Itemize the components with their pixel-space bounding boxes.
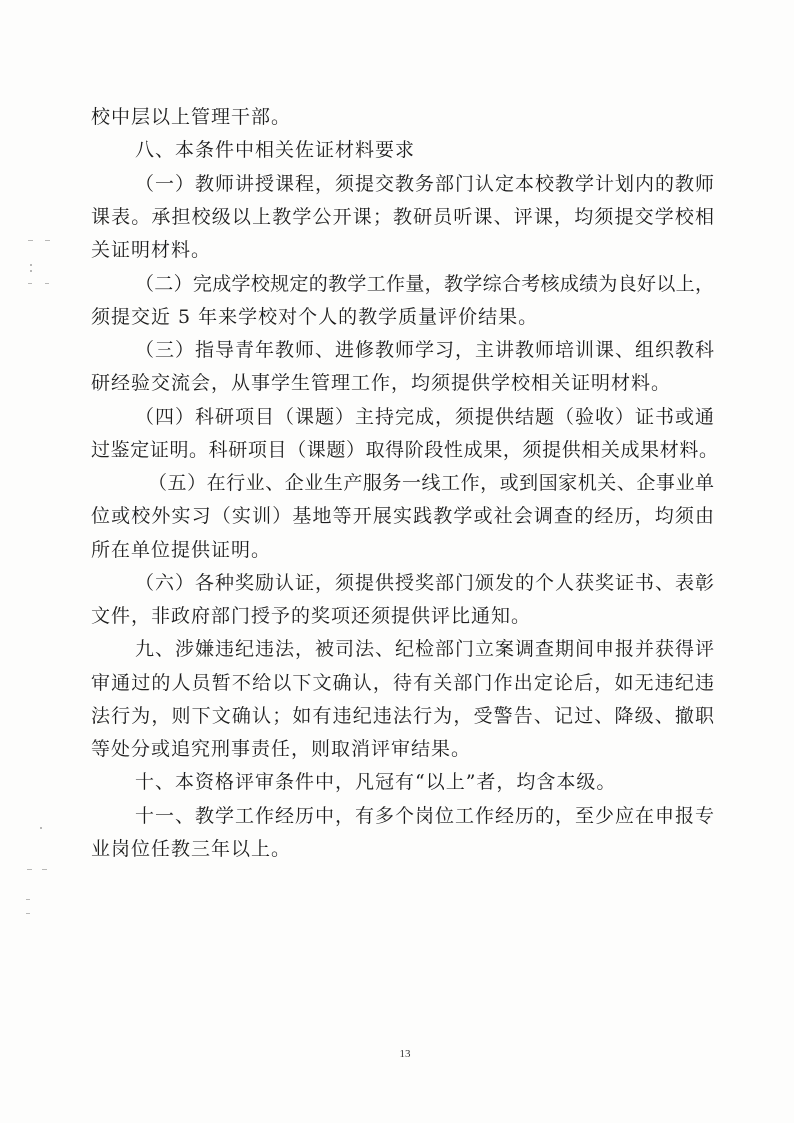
scan-artifact <box>27 869 32 870</box>
scan-artifact <box>45 240 50 241</box>
text-line: 课表。承担校级以上教学公开课；教研员听课、评课，均须提交学校相 <box>91 206 714 228</box>
text-line: 关证明材料。 <box>91 239 212 261</box>
text-line: 须提交近 5 年来学校对个人的教学质量评价结果。 <box>91 306 539 328</box>
section-heading: 八、本条件中相关佐证材料要求 <box>135 139 416 161</box>
text-line: 文件，非政府部门授予的奖项还须提供评比通知。 <box>91 605 532 627</box>
text-line: （五）在行业、企业生产服务一线工作，或到国家机关、企事业单 <box>148 472 714 494</box>
scan-artifact <box>42 869 47 870</box>
section-heading: 十一、教学工作经历中，有多个岗位工作经历的，至少应在申报专 <box>135 805 714 827</box>
text-line: 过鉴定证明。科研项目（课题）取得阶段性成果，须提供相关成果材料。 <box>91 439 718 461</box>
text-line: 业岗位任教三年以上。 <box>91 838 292 860</box>
scan-artifact <box>28 240 33 241</box>
text-line: 所在单位提供证明。 <box>91 539 272 561</box>
scan-artifact <box>40 827 42 829</box>
section-heading: 九、涉嫌违纪违法，被司法、纪检部门立案调查期间申报并获得评 <box>135 638 714 660</box>
text-line: （一）教师讲授课程，须提交教务部门认定本校教学计划内的教师 <box>135 173 714 195</box>
text-line: （四）科研项目（课题）主持完成，须提供结题（验收）证书或通 <box>135 406 714 428</box>
scan-artifact <box>30 264 32 266</box>
text-line: 位或校外实习（实训）基地等开展实践教学或社会调查的经历，均须由 <box>91 505 714 527</box>
text-line: 审通过的人员暂不给以下文确认，待有关部门作出定论后，如无违纪违 <box>91 672 714 694</box>
page-number: 13 <box>399 1048 411 1060</box>
scan-artifact <box>28 283 32 284</box>
text-line: （六）各种奖励认证，须提供授奖部门颁发的个人获奖证书、表彰 <box>135 572 714 594</box>
text-line: （三）指导青年教师、进修教师学习，主讲教师培训课、组织教科 <box>135 339 714 361</box>
scan-artifact <box>26 913 30 914</box>
text-line: 研经验交流会，从事学生管理工作，均须提供学校相关证明材料。 <box>91 372 672 394</box>
scan-artifact <box>45 283 49 284</box>
text-line: 法行为，则下文确认；如有违纪违法行为，受警告、记过、降级、撤职 <box>91 705 714 727</box>
text-line: 等处分或追究刑事责任，则取消评审结果。 <box>91 738 472 760</box>
section-heading: 十、本资格评审条件中，凡冠有“以上”者，均含本级。 <box>135 771 617 793</box>
scan-artifact <box>26 899 30 900</box>
text-line: （二）完成学校规定的教学工作量，教学综合考核成绩为良好以上， <box>135 273 714 295</box>
scan-artifact <box>30 270 32 272</box>
text-line: 校中层以上管理干部。 <box>91 106 292 128</box>
